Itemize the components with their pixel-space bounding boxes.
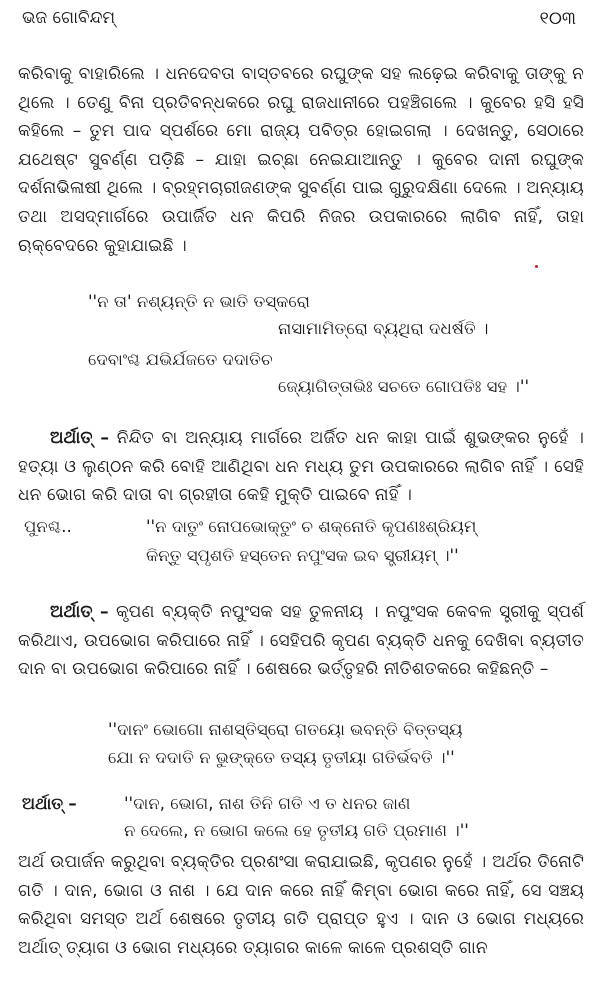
running-title: ଭଜ ଗୋବିନ୍ଦମ୍ <box>22 8 116 28</box>
paragraph-intro: କରିବାକୁ ବାହାରିଲେ । ଧନଦେବତା ବାସ୍ତବରେ ରଘୁଙ୍କ ସହ ଲଢ଼େଇ କରିବାକୁ ତାଙ୍କୁ ନ ଥିଲେ । ତେଣୁ ବିନା ପ୍ରତିବନ୍ଧକରେ ରଘୁ ରାଜଧାନୀରେ ପହଞ୍ଚିଗଲେ । କୁବେର ହସି ହସି କହିଲେ – ତୁମ ପାଦ ସ୍ପର୍ଶରେ ମୋ ରାଜ୍ୟ ପବିତ୍ର ହୋଇଗଲା । ଦେଖନ୍ତୁ, ସେଠାରେ ଯଥେଷ୍ଟ ସୁବର୍ଣ୍ଣ ପଡ଼ିଛି – ଯାହା ଇଚ୍ଛା ନେଇଯାଆନ୍ତୁ । କୁବେର ଦାନୀ ରଘୁଙ୍କ ଦର୍ଶନାଭିଳାଷୀ ଥିଲେ । ବ୍ରହ୍ମଚାରୀଜଣଙ୍କ ସୁବର୍ଣ୍ଣ ପାଇ ଗୁରୁଦକ୍ଷିଣା ଦେଲେ । ଅନ୍ୟାୟ ତଥା ଅସଦ୍‌ମାର୍ଗରେ ଉପାର୍ଜିତ ଧନ କିପରି ନିଜର ଉପକାରରେ ଲାଗିବ ନାହିଁ, ତାହା ଋକ୍‌ବେଦରେ କୁହାଯାଇଛି । <box>18 64 584 256</box>
artha-label-3: ଅର୍ଥାତ୍ <box>22 794 64 813</box>
verse1-line2: ନାସାମାମିତ୍ରୋ ବ୍ୟଥିରା ଦଧର୍ଷତି । <box>278 319 489 338</box>
verse3-line2: ଯୋ ନ ଦଦାତି ନ ଭୁଙ୍‌କ୍ତେ ତସ୍ୟ ତୃତୀୟା ଗତିର୍ଭବତି ।'' <box>108 748 455 767</box>
page-number: ୧୦୩ <box>539 8 576 29</box>
artha1-text: ନିନ୍ଦିତ ବା ଅନ୍ୟାୟ ମାର୍ଗରେ ଅର୍ଜିତ ଧନ କାହା ପାଇଁ ଶୁଭଙ୍କର ନୁହେଁ । ହତ୍ୟା ଓ ଲୁଣ୍ଠନ କରି ବୋହି ଆଣିଥିବା ଧନ ମଧ୍ୟ ତୁମ ଉପକାରରେ ଲାଗିବ ନାହିଁ । ସେହି ଧନ ଭୋଗ କରି ଦାତା ବା ଗ୍ରହୀତା କେହି ମୁକ୍ତି ପାଇବେ ନାହିଁ । <box>18 428 584 506</box>
paragraph-artha1 <box>18 424 584 510</box>
paragraph-artha2 <box>18 598 584 684</box>
verse2-line1: ''ନ ଦାତୁଂ ନୋପଭୋକ୍ତୁଂ ଚ ଶକ୍ନୋତି କୃପଣଃଶ୍ରିୟମ୍ <box>146 517 477 536</box>
artha2-text: କୃପଣ ବ୍ୟକ୍ତି ନପୁଂସକ ସହ ତୁଳନୀୟ । ନପୁଂସକ କେବଳ ସ୍ତ୍ରୀକୁ ସ୍ପର୍ଶ କରିଥାଏ, ଉପଭୋଗ କରିପାରେ ନାହିଁ । ସେହିପରି କୃପଣ ବ୍ୟକ୍ତି ଧନକୁ ଦେଖିବା ବ୍ୟତୀତ ଦାନ ବା ଉପଭୋଗ କରିପାରେ ନାହିଁ । ଶେଷରେ ଭର୍ତ୍ତୃହରି ନୀତିଶତକରେ କହିଛନ୍ତି – <box>18 602 585 680</box>
artha-label: ଅର୍ଥାତ୍ <box>50 428 93 448</box>
red-ink-dot <box>535 265 538 268</box>
artha3-label-row <box>22 790 77 817</box>
verse1-line4: ଜ୍ୟୋଗିତ୍ତାଭିଃ ସଚତେ ଗୋପତିଃ ସହ ।'' <box>278 377 530 396</box>
artha3-line1: ''ଦାନ, ଭୋଗ, ନାଶ ତିନି ଗତି ଏ ତ ଧନର ଜାଣ <box>124 794 411 813</box>
artha3-line2: ନ ଦେଲେ, ନ ଭୋଗ କଲେ ହେ ତୃତୀୟ ଗତି ପ୍ରମାଣ ।'' <box>124 821 469 840</box>
artha-dash-2: – <box>99 602 109 622</box>
paragraph-closing: ଅର୍ଥ ଉପାର୍ଜନ କରୁଥିବା ବ୍ୟକ୍ତିର ପ୍ରଶଂସା କରାଯାଇଛି, କୃପଣର ନୁହେଁ । ଅର୍ଥର ତିନୋଟି ଗତି । ଦାନ, ଭୋଗ ଓ ନାଶ । ଯେ ଦାନ କରେ ନାହିଁ କିମ୍ବା ଭୋଗ କରେ ନାହିଁ, ସେ ସଞ୍ଚୟ କରିଥିବା ସମସ୍ତ ଅର୍ଥ ଶେଷରେ ତୃତୀୟ ଗତି ପ୍ରାପ୍ତ ହୁଏ । ଦାନ ଓ ଭୋଗ ମଧ୍ୟରେ ଅର୍ଥାତ୍ ତ୍ୟାଗ ଓ ଭୋଗ ମଧ୍ୟରେ ତ୍ୟାଗର କାଳେ କାଳେ ପ୍ରଶସ୍ତି ଗାନ <box>18 852 584 958</box>
artha-dash-3: – <box>68 794 77 813</box>
verse1-line1: ''ନ ତା' ନଶ୍ୟନ୍ତି ନ ଭାତି ତସ୍କରୋ <box>88 292 310 311</box>
artha-dash: – <box>100 428 109 448</box>
verse3-line1: ''ଦାନଂ ଭୋଗୋ ନାଶସ୍ତିସ୍ରୋ ଗତୟୋ ଭବନ୍ତି ବିତ୍ତସ୍ୟ <box>108 720 463 739</box>
verse2-line2: କିନ୍ତୁ ସ୍ପୃଶତି ହସ୍ତେନ ନପୁଂସକ ଇବ ସ୍ତ୍ରୀୟମ୍ ।'' <box>146 546 459 565</box>
punascha-label: ପୁନଶ୍ଚ.. <box>24 517 72 536</box>
verse1-line3: ଦେବାଂଶ୍ଚ ଯଭିର୍ଯଜତେ ଦଦାତିଚ <box>88 350 273 369</box>
page-header <box>22 8 576 38</box>
artha-label-2: ଅର୍ଥାତ୍ <box>50 602 93 622</box>
